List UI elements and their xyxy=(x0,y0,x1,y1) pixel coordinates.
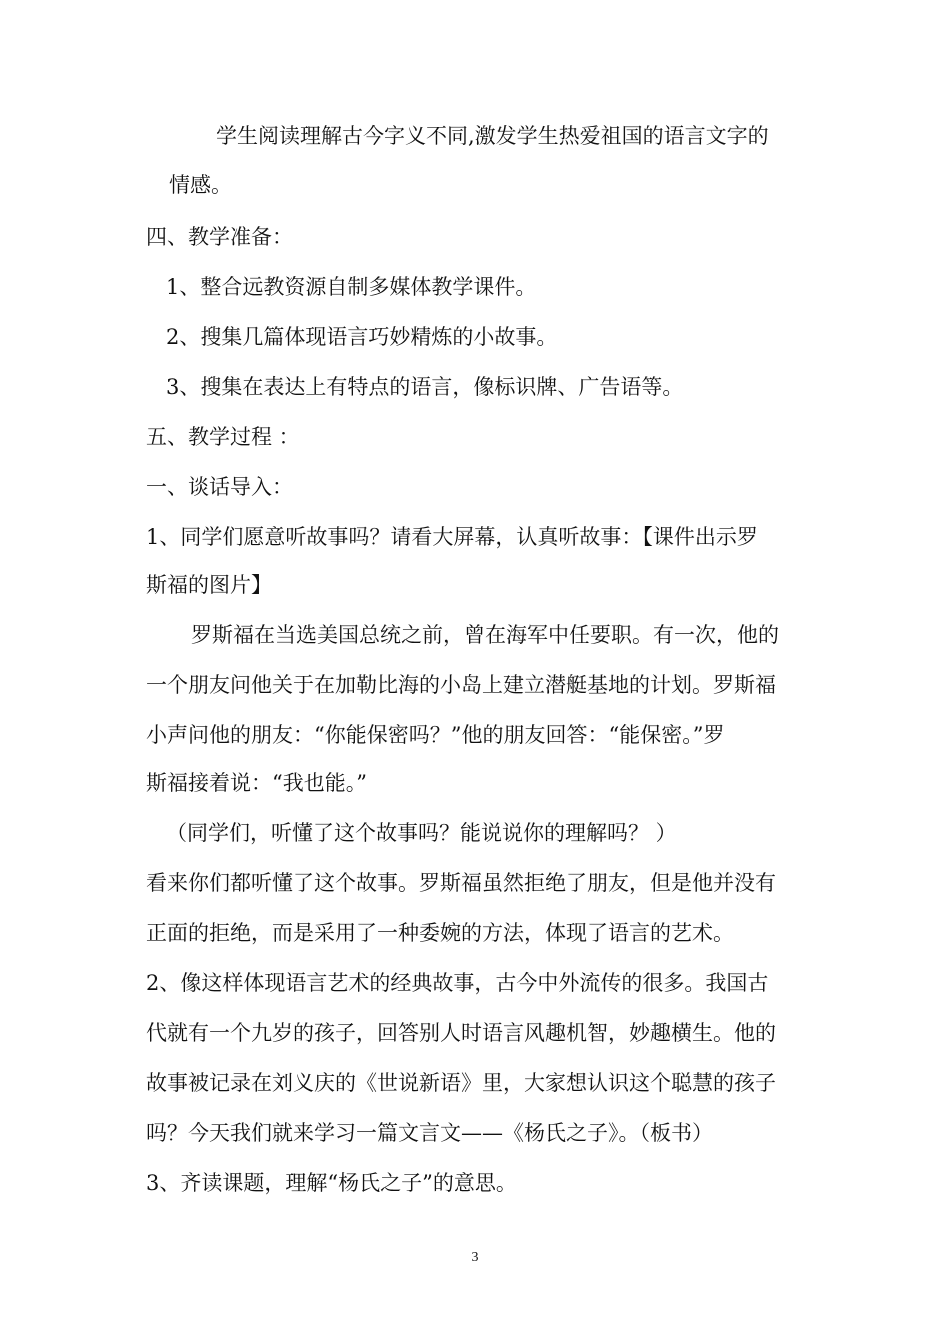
text-line: 罗斯福在当选美国总统之前，曾在海军中任要职。有一次，他的 xyxy=(191,623,779,647)
text-line: 情感。 xyxy=(169,173,232,197)
text-line: 3、齐读课题，理解“杨氏之子”的意思。 xyxy=(146,1171,517,1195)
text-line: 代就有一个九岁的孩子，回答别人时语言风趣机智，妙趣横生。他的 xyxy=(146,1021,776,1045)
list-item: 1、整合远教资源自制多媒体教学课件。 xyxy=(166,275,537,299)
text-line: 学生阅读理解古今字义不同,激发学生热爱祖国的语言文字的 xyxy=(216,124,769,148)
text-line: 2、像这样体现语言艺术的经典故事，古今中外流传的很多。我国古 xyxy=(146,971,769,995)
text-line: 看来你们都听懂了这个故事。罗斯福虽然拒绝了朋友，但是他并没有 xyxy=(146,871,776,895)
text-line: 小声问他的朋友：“你能保密吗？”他的朋友回答：“能保密。”罗 xyxy=(146,723,725,747)
section-heading: 一、谈话导入： xyxy=(146,475,293,499)
text-line: 一个朋友问他关于在加勒比海的小岛上建立潜艇基地的计划。罗斯福 xyxy=(146,673,776,697)
list-item: 2、搜集几篇体现语言巧妙精炼的小故事。 xyxy=(166,325,558,349)
page-number: 3 xyxy=(471,1250,479,1265)
section-heading: 四、教学准备： xyxy=(146,225,293,249)
text-line: 斯福的图片】 xyxy=(146,573,272,597)
text-line: 斯福接着说：“我也能。” xyxy=(146,771,367,795)
text-line: 正面的拒绝，而是采用了一种委婉的方法，体现了语言的艺术。 xyxy=(146,921,734,945)
text-line: 故事被记录在刘义庆的《世说新语》里，大家想认识这个聪慧的孩子 xyxy=(146,1071,776,1095)
text-line: （同学们，听懂了这个故事吗？能说说你的理解吗？ ） xyxy=(166,821,677,845)
list-item: 3、搜集在表达上有特点的语言，像标识牌、广告语等。 xyxy=(166,375,684,399)
section-heading: 五、教学过程 ： xyxy=(146,425,300,449)
text-line: 1、同学们愿意听故事吗？请看大屏幕，认真听故事：【课件出示罗 xyxy=(146,525,758,549)
text-line: 吗？今天我们就来学习一篇文言文——《杨氏之子》。（板书） xyxy=(146,1121,713,1145)
